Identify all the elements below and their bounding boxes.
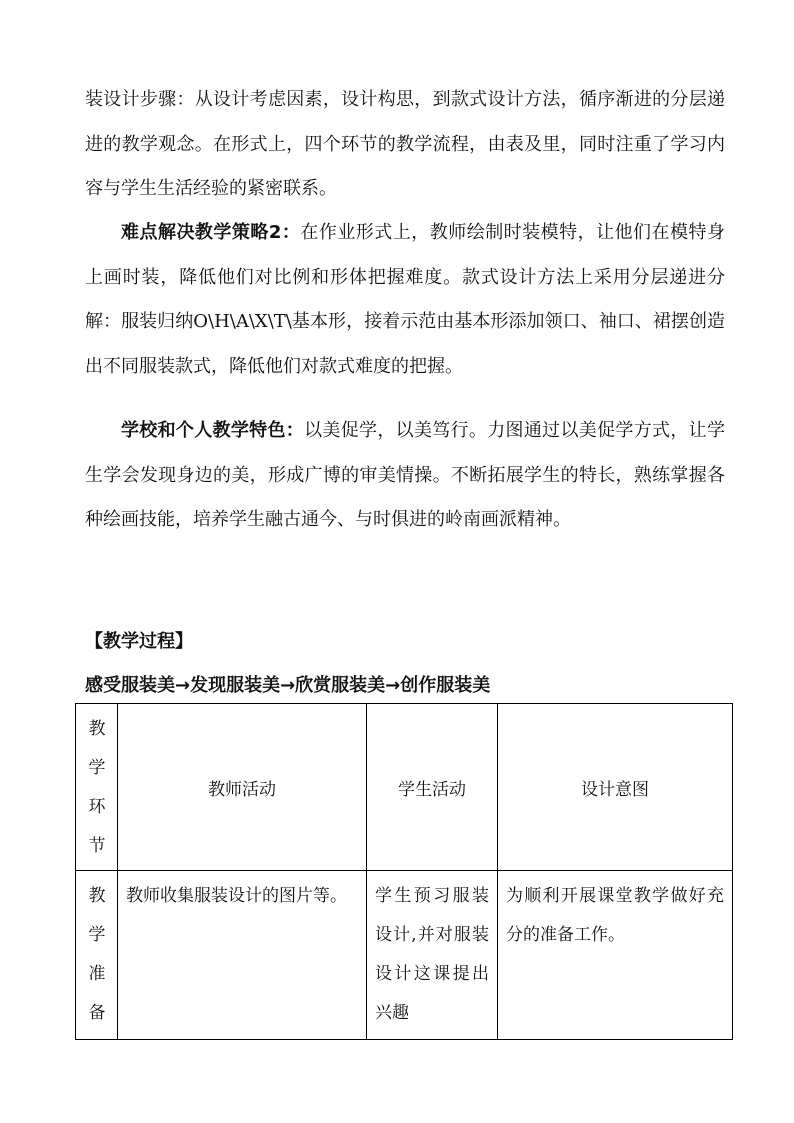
cell-intent: 为顺利开展课堂教学做好充分的准备工作。 — [498, 871, 733, 1040]
teaching-features-text: 以美促学，以美笃行。力图通过以美促学方式，让学生学会发现身边的美，形成广博的审美情操。不断拓展学生的特长，熟练掌握各种绘画技能，培养学生融古通今、与时俱进的岭南画派精神。 — [85, 420, 725, 530]
paragraph-design-steps: 装设计步骤：从设计考虑因素，设计构思，到款式设计方法，循序渐进的分层递进的教学观念。在形式上，四个环节的教学流程，由表及里，同时注重了学习内容与学生生活经验的紧密联系。 — [85, 89, 725, 199]
header-cell-intent: 设计意图 — [498, 704, 733, 871]
table-row — [76, 871, 733, 1040]
section-title: 【教学过程】 — [85, 631, 193, 652]
strategy-2-label: 难点解决教学策略2： — [121, 222, 301, 243]
cell-stage: 教学准备 — [76, 871, 118, 1040]
teaching-process-table — [75, 703, 733, 1040]
header-cell-teacher: 教师活动 — [118, 704, 367, 871]
process-flow: 感受服装美→发现服装美→欣赏服装美→创作服装美 — [85, 675, 491, 696]
header-cell-stage: 教学环节 — [76, 704, 118, 871]
paragraph-teaching-features — [85, 409, 725, 543]
header-cell-student: 学生活动 — [367, 704, 498, 871]
table-header-row — [76, 704, 733, 871]
paragraph-strategy-2 — [85, 211, 725, 389]
cell-teacher: 教师收集服装设计的图片等。 — [118, 871, 367, 1040]
teaching-features-label: 学校和个人教学特色： — [121, 420, 305, 441]
cell-student: 学生预习服装设计,并对服装设计这课提出兴趣 — [367, 871, 498, 1040]
strategy-2-text: 在作业形式上，教师绘制时装模特，让他们在模特身上画时装，降低他们对比例和形体把握难度。款式设计方法上采用分层递进分解：服装归纳O\H\A\X\T\基本形，接着示范由基本形添加领口、袖口、裙摆创造出不同服装款式，降低他们对款式难度的把握。 — [85, 222, 725, 377]
